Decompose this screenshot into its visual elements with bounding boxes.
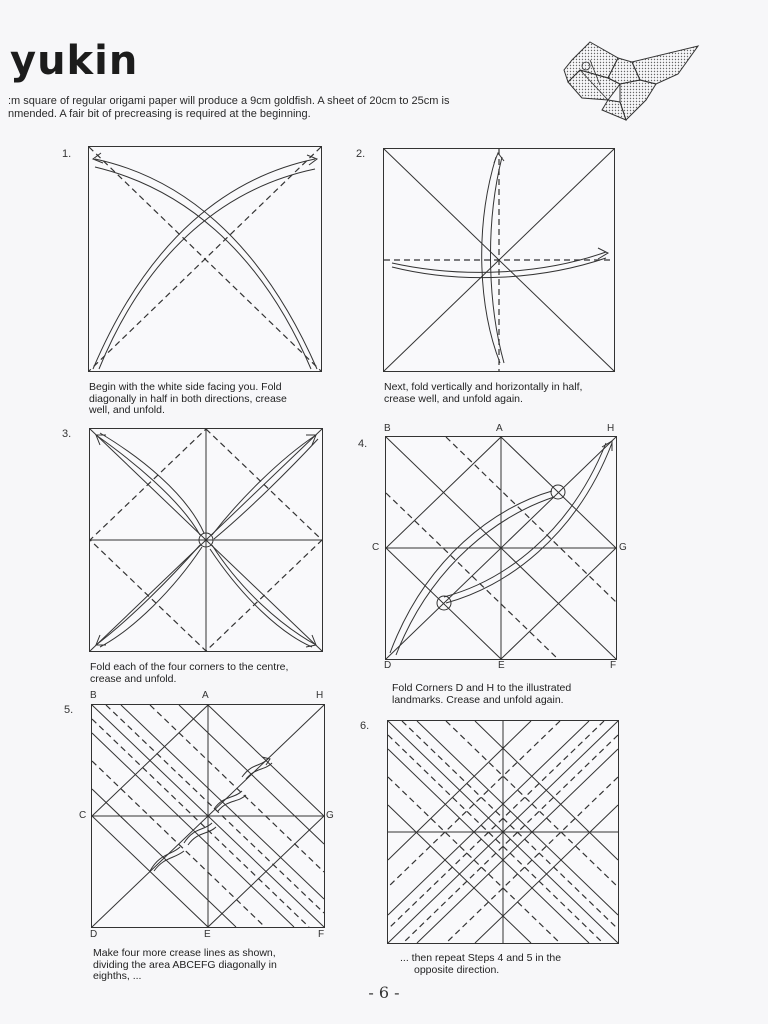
corner-label-d: D — [90, 929, 98, 940]
caption-line: Make four more crease lines as shown, — [93, 947, 276, 959]
goldfish-illustration — [560, 40, 705, 125]
caption-line: crease and unfold. — [90, 672, 177, 685]
step-5-diagram — [91, 704, 325, 928]
corner-label-g: G — [619, 542, 627, 553]
caption-line: Fold Corners D and H to the illustrated — [392, 682, 572, 694]
step-5-caption — [93, 948, 343, 983]
step-2-drawing — [384, 149, 614, 371]
caption-line: well, and unfold. — [89, 404, 165, 416]
caption-line: opposite direction. — [414, 963, 500, 976]
step-number: 1. — [62, 148, 72, 160]
step-3-diagram — [89, 428, 323, 652]
step-3-drawing — [90, 429, 322, 651]
step-5-drawing — [92, 705, 324, 927]
intro-line: nmended. A fair bit of precreasing is required at the beginning. — [8, 108, 311, 120]
caption-line: Next, fold vertically and horizontally in half, — [384, 381, 583, 393]
step-1-caption — [89, 382, 339, 417]
step-number: 4. — [358, 438, 368, 450]
step-6-diagram — [387, 720, 619, 944]
corner-label-g: G — [326, 810, 334, 821]
step-number: 2. — [356, 148, 366, 160]
intro-text — [8, 95, 568, 121]
step-3-caption — [90, 662, 340, 685]
caption-line: diagonally in half in both directions, crease — [89, 392, 287, 405]
step-6-caption — [400, 953, 650, 976]
corner-label-d: D — [384, 660, 392, 671]
caption-line: Fold each of the four corners to the centre, — [90, 661, 289, 673]
step-number: 5. — [64, 704, 74, 716]
caption-line: Begin with the white side facing you. Fold — [89, 381, 282, 393]
corner-label-f: F — [318, 929, 325, 940]
corner-label-b: B — [90, 690, 97, 701]
step-1-drawing — [89, 147, 321, 371]
step-2-caption — [384, 382, 634, 405]
step-number: 6. — [360, 720, 370, 732]
corner-label-a: A — [496, 423, 503, 434]
corner-label-e: E — [498, 660, 505, 671]
step-4-diagram — [385, 436, 617, 660]
step-1-diagram — [88, 146, 322, 372]
caption-line: crease well, and unfold again. — [384, 392, 523, 405]
step-4-drawing — [386, 437, 616, 659]
corner-label-c: C — [372, 542, 380, 553]
caption-line: dividing the area ABCEFG diagonally in — [93, 958, 277, 971]
caption-line: landmarks. Crease and unfold again. — [392, 693, 564, 706]
step-4-caption — [392, 683, 642, 706]
step-6-drawing — [388, 721, 618, 943]
corner-label-e: E — [204, 929, 211, 940]
corner-label-h: H — [607, 423, 615, 434]
corner-label-b: B — [384, 423, 391, 434]
corner-label-a: A — [202, 690, 209, 701]
step-number: 3. — [62, 428, 72, 440]
corner-label-c: C — [79, 810, 87, 821]
intro-line: :m square of regular origami paper will produce a 9cm goldfish. A sheet of 20cm to 25cm is — [8, 95, 450, 107]
page-number: - 6 - — [368, 983, 400, 1002]
caption-line: eighths, ... — [93, 970, 142, 982]
caption-line: ... then repeat Steps 4 and 5 in the — [400, 952, 562, 964]
step-2-diagram — [383, 148, 615, 372]
page-title: yukin — [10, 38, 139, 84]
corner-label-h: H — [316, 690, 324, 701]
corner-label-f: F — [610, 660, 617, 671]
